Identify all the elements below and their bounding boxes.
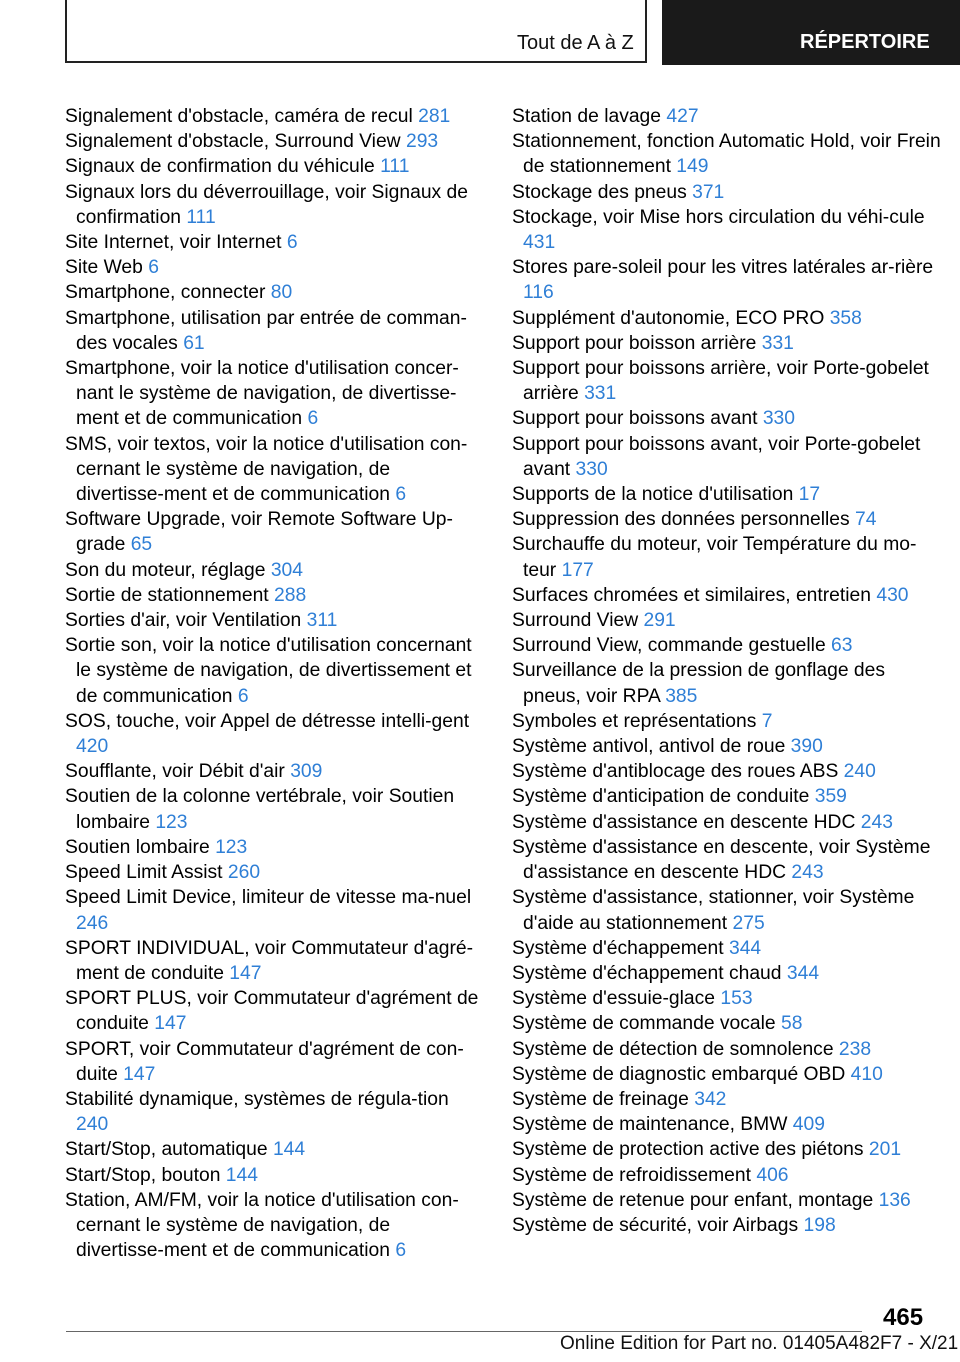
index-entry: [512, 1112, 942, 1137]
index-entry: [65, 507, 483, 557]
page-reference-link[interactable]: 410: [850, 1063, 883, 1085]
index-entry: [512, 709, 942, 734]
page-reference-link[interactable]: 6: [395, 1240, 407, 1262]
page-reference-link[interactable]: 311: [306, 610, 338, 632]
index-entry-text: SPORT, voir Commutateur d'agrément de con-duite: [65, 1038, 464, 1085]
page-reference-link[interactable]: 331: [584, 383, 617, 405]
index-entry-text: SPORT PLUS, voir Commutateur d'agrément de conduite: [65, 988, 479, 1035]
index-entry-text: Station de lavage: [512, 106, 662, 127]
index-entry: [512, 1011, 942, 1036]
index-entry: [512, 936, 942, 961]
page-reference-link[interactable]: 147: [154, 1013, 187, 1035]
index-entry: [65, 154, 483, 179]
index-entry-text: Start/Stop, automatique: [65, 1139, 268, 1161]
index-entry-text: Sortie de stationnement: [65, 584, 269, 606]
page-reference-link[interactable]: 6: [307, 408, 319, 430]
page-reference-link[interactable]: 420: [76, 736, 109, 758]
index-entry: [65, 860, 483, 885]
index-entry: [65, 986, 483, 1036]
page-reference-link[interactable]: 342: [694, 1088, 727, 1110]
page-reference-link[interactable]: 431: [523, 232, 556, 254]
index-entry: [512, 1188, 942, 1213]
page-reference-link[interactable]: 331: [761, 332, 794, 354]
index-entry: [512, 180, 942, 205]
footer-edition: Online Edition for Part no. 01405A482F7 - X/21: [560, 1333, 959, 1354]
index-entry: [512, 608, 942, 633]
index-entry: [512, 507, 942, 532]
page-reference-link[interactable]: 385: [665, 685, 698, 707]
index-entry: [65, 784, 483, 834]
index-entry-text: Système de freinage: [512, 1088, 689, 1110]
index-entry-text: Sortie son, voir la notice d'utilisation concernant le système de navigation, de divertissement et de communication: [65, 635, 472, 707]
page-number: 465: [883, 1304, 924, 1331]
page-reference-link[interactable]: 65: [130, 534, 153, 556]
page-reference-link[interactable]: 240: [843, 761, 876, 783]
index-entry: [512, 306, 942, 331]
page-reference-link[interactable]: 136: [878, 1189, 911, 1211]
index-entry: [512, 432, 942, 482]
index-entry: [512, 356, 942, 406]
page-reference-link[interactable]: 288: [274, 584, 307, 606]
index-entry-text: Smartphone, connecter: [65, 282, 266, 304]
index-entry-text: Supports de la notice d'utilisation: [512, 484, 794, 506]
page-reference-link[interactable]: 80: [270, 282, 293, 304]
index-entry: [512, 205, 942, 255]
index-entry: [65, 1188, 483, 1264]
page-reference-link[interactable]: 427: [666, 106, 699, 127]
page-reference-link[interactable]: 371: [692, 181, 725, 203]
index-entry: [65, 936, 483, 986]
index-entry-text: Système d'échappement: [512, 937, 724, 959]
index-entry: [512, 835, 942, 885]
page-reference-link[interactable]: 281: [418, 106, 451, 127]
page-reference-link[interactable]: 7: [761, 710, 773, 732]
page-reference-link[interactable]: 406: [756, 1164, 789, 1186]
index-entry-text: Signalement d'obstacle, Surround View: [65, 131, 401, 153]
index-entry-text: Support pour boisson arrière: [512, 332, 757, 354]
index-entry-text: Système de commande vocale: [512, 1013, 776, 1035]
index-entry: [512, 255, 942, 305]
page-reference-link[interactable]: 240: [76, 1114, 109, 1136]
index-entry: [65, 180, 483, 230]
page-reference-link[interactable]: 17: [798, 484, 821, 506]
index-entry: [65, 432, 483, 508]
index-entry-text: SOS, touche, voir Appel de détresse intelli-gent: [65, 710, 470, 732]
page-reference-link[interactable]: 304: [270, 559, 303, 581]
index-entry: [512, 1163, 942, 1188]
index-entry-text: Système de retenue pour enfant, montage: [512, 1189, 874, 1211]
index-entry-text: Support pour boissons avant, voir Porte-gobelet avant: [512, 433, 921, 480]
page-reference-link[interactable]: 123: [215, 836, 248, 858]
index-entry-text: Soutien lombaire: [65, 836, 210, 858]
index-entry-text: Système d'anticipation de conduite: [512, 786, 810, 808]
page-reference-link[interactable]: 6: [237, 685, 249, 707]
page-reference-link[interactable]: 246: [76, 912, 109, 934]
index-entry: [512, 986, 942, 1011]
index-entry: [512, 583, 942, 608]
section-label: Tout de A à Z: [517, 32, 634, 54]
index-entry-text: Supplément d'autonomie, ECO PRO: [512, 307, 825, 329]
index-entry-text: Smartphone, utilisation par entrée de comman-des vocales: [65, 307, 467, 354]
index-entry-text: SMS, voir textos, voir la notice d'utilisation con-cernant le système de navigation, de divertisse-ment et de communication: [65, 433, 468, 506]
index-entry-text: Système de diagnostic embarqué OBD: [512, 1063, 846, 1085]
index-entry-text: Stabilité dynamique, systèmes de régula-tion: [65, 1088, 449, 1110]
index-entry-text: Support pour boissons avant: [512, 408, 758, 430]
page-reference-link[interactable]: 144: [272, 1139, 306, 1161]
index-entry: [65, 583, 483, 608]
index-entry-text: Système de maintenance, BMW: [512, 1114, 788, 1136]
index-entry: [512, 1087, 942, 1112]
index-entry: [65, 885, 483, 935]
index-entry: [512, 759, 942, 784]
index-column-right: [512, 104, 942, 1238]
index-entry-text: Soufflante, voir Débit d'air: [65, 761, 285, 783]
index-entry-text: Stockage des pneus: [512, 181, 687, 203]
index-entry: [512, 810, 942, 835]
page-reference-link[interactable]: 201: [868, 1139, 902, 1161]
page-reference-link[interactable]: 330: [575, 458, 608, 480]
index-entry-text: Symboles et représentations: [512, 710, 757, 732]
page-reference-link[interactable]: 123: [155, 811, 188, 833]
index-entry-text: Signalement d'obstacle, caméra de recul: [65, 106, 413, 127]
footer-rule: [66, 1331, 862, 1332]
page-reference-link[interactable]: 198: [803, 1214, 836, 1236]
index-entry: [512, 885, 942, 935]
page-reference-link[interactable]: 344: [786, 962, 820, 984]
index-entry: [65, 1087, 483, 1137]
index-entry: [65, 129, 483, 154]
index-entry-text: Suppression des données personnelles: [512, 509, 850, 531]
section-tab-label: RÉPERTOIRE: [800, 31, 930, 53]
index-entry: [512, 129, 942, 179]
page-reference-link[interactable]: 293: [405, 131, 439, 153]
index-entry-text: Système de détection de somnolence: [512, 1038, 834, 1060]
index-entry-text: Système de sécurité, voir Airbags: [512, 1214, 799, 1236]
index-entry-text: Signaux lors du déverrouillage, voir Signaux de confirmation: [65, 181, 469, 228]
page-reference-link[interactable]: 409: [792, 1114, 825, 1136]
index-entry: [65, 835, 483, 860]
page-reference-link[interactable]: 330: [762, 408, 795, 430]
page-reference-link[interactable]: 243: [791, 862, 824, 884]
page-reference-link[interactable]: 238: [838, 1038, 872, 1060]
index-entry: [65, 356, 483, 432]
index-entry: [512, 406, 942, 431]
index-entry-text: Surveillance de la pression de gonflage des pneus, voir RPA: [512, 660, 886, 707]
page-reference-link[interactable]: 344: [728, 937, 762, 959]
page-reference-link[interactable]: 309: [290, 761, 323, 783]
index-entry: [65, 633, 483, 709]
section-tab: [662, 0, 960, 65]
page-reference-link[interactable]: 111: [380, 156, 410, 178]
index-entry-text: Surround View, commande gestuelle: [512, 635, 826, 657]
index-entry: [512, 532, 942, 582]
index-entry: [512, 1213, 942, 1238]
page-reference-link[interactable]: 63: [831, 635, 853, 657]
index-entry-text: Software Upgrade, voir Remote Software Up-grade: [65, 509, 453, 556]
page-reference-link[interactable]: 260: [227, 862, 261, 884]
index-entry: [65, 759, 483, 784]
index-entry-text: Système d'antiblocage des roues ABS: [512, 761, 839, 783]
index-entry-text: Site Web: [65, 257, 143, 279]
index-entry-text: Système de refroidissement: [512, 1164, 751, 1186]
page-reference-link[interactable]: 359: [814, 786, 847, 808]
index-entry-text: Système de protection active des piétons: [512, 1139, 864, 1161]
index-entry-text: Start/Stop, bouton: [65, 1164, 221, 1186]
index-entry: [512, 1062, 942, 1087]
index-entry: [65, 709, 483, 759]
page-reference-link[interactable]: 74: [855, 509, 877, 531]
index-entry-text: Système d'échappement chaud: [512, 962, 782, 984]
index-entry: [512, 104, 942, 129]
index-entry-text: Système d'assistance en descente, voir Système d'assistance en descente HDC: [512, 836, 931, 884]
page-reference-link[interactable]: 111: [186, 206, 216, 228]
page-reference-link[interactable]: 6: [395, 484, 407, 506]
index-entry: [65, 280, 483, 305]
page-reference-link[interactable]: 291: [643, 610, 676, 632]
index-entry: [65, 1037, 483, 1087]
page-reference-link[interactable]: 6: [148, 257, 159, 279]
index-entry-text: Signaux de confirmation du véhicule: [65, 156, 375, 178]
index-entry-text: Soutien de la colonne vertébrale, voir Soutien lombaire: [65, 786, 455, 833]
index-entry-text: Stationnement, fonction Automatic Hold, voir Frein de stationnement: [512, 131, 941, 178]
index-entry: [512, 1137, 942, 1162]
page-reference-link[interactable]: 58: [781, 1013, 803, 1035]
index-entry: [65, 1137, 483, 1162]
page-reference-link[interactable]: 153: [720, 988, 753, 1010]
index-entry-text: Système d'essuie-glace: [512, 988, 716, 1010]
index-entry-text: Stockage, voir Mise hors circulation du véhi-cule: [512, 206, 925, 228]
index-entry-text: Son du moteur, réglage: [65, 559, 266, 581]
index-entry: [512, 658, 942, 708]
page-reference-link[interactable]: 358: [829, 307, 862, 329]
index-entry-text: Surround View: [512, 610, 639, 632]
index-entry: [65, 608, 483, 633]
page-reference-link[interactable]: 275: [732, 912, 765, 934]
index-entry-text: Système antivol, antivol de roue: [512, 736, 786, 758]
index-entry: [512, 1037, 942, 1062]
index-entry-text: Surchauffe du moteur, voir Température du mo-teur: [512, 534, 917, 581]
index-entry: [512, 961, 942, 986]
page-reference-link[interactable]: 149: [676, 156, 709, 178]
page-reference-link[interactable]: 144: [225, 1164, 258, 1186]
index-entry-text: Station, AM/FM, voir la notice d'utilisation con-cernant le système de navigation, de divertisse-ment et de communication: [65, 1189, 459, 1262]
index-entry-text: Stores pare-soleil pour les vitres latérales ar-rière: [512, 257, 934, 279]
index-entry-text: Sorties d'air, voir Ventilation: [65, 610, 302, 632]
index-entry-text: Système d'assistance, stationner, voir Système d'aide au stationnement: [512, 887, 915, 934]
page-reference-link[interactable]: 177: [561, 559, 594, 581]
index-entry: [65, 230, 483, 255]
page-reference-link[interactable]: 147: [229, 962, 262, 984]
index-entry: [65, 255, 483, 280]
index-entry: [512, 633, 942, 658]
index-entry: [65, 104, 483, 129]
index-entry: [65, 1163, 483, 1188]
index-entry-text: Speed Limit Device, limiteur de vitesse ma-nuel: [65, 887, 472, 909]
index-entry: [512, 331, 942, 356]
index-entry: [512, 482, 942, 507]
index-entry-text: Système d'assistance en descente HDC: [512, 811, 856, 833]
page-reference-link[interactable]: 116: [523, 282, 554, 304]
index-entry-text: Speed Limit Assist: [65, 862, 223, 884]
index-entry-text: Site Internet, voir Internet: [65, 232, 282, 254]
page-reference-link[interactable]: 6: [286, 232, 298, 254]
index-entry: [512, 734, 942, 759]
index-entry-text: SPORT INDIVIDUAL, voir Commutateur d'agré-ment de conduite: [65, 937, 474, 984]
page-reference-link[interactable]: 430: [876, 584, 909, 606]
index-entry: [512, 784, 942, 809]
index-column-left: [65, 104, 483, 1263]
index-entry-text: Support pour boissons arrière, voir Porte-gobelet arrière: [512, 358, 929, 405]
index-entry-text: Smartphone, voir la notice d'utilisation concer-nant le système de navigation, de divertisse-ment et de communication: [65, 358, 459, 430]
index-entry: [65, 558, 483, 583]
page-reference-link[interactable]: 61: [183, 332, 205, 354]
page-reference-link[interactable]: 243: [860, 811, 893, 833]
index-entry: [65, 306, 483, 356]
page-reference-link[interactable]: 390: [790, 736, 823, 758]
page-reference-link[interactable]: 147: [123, 1063, 156, 1085]
index-entry-text: Surfaces chromées et similaires, entretien: [512, 584, 871, 606]
